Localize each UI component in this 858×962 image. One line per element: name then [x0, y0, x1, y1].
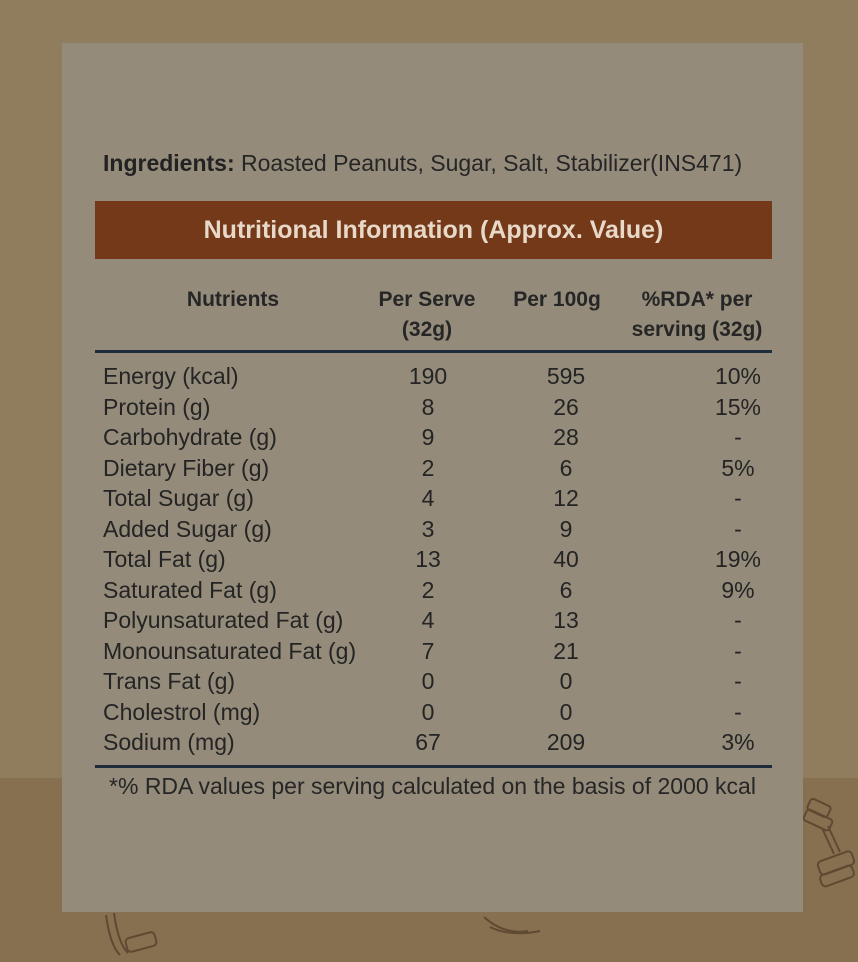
header-nutrients [163, 285, 303, 315]
nutrient-name: Sodium (mg) [103, 729, 235, 755]
rda-value: - [734, 607, 742, 633]
nutrient-name: Trans Fat (g) [103, 668, 236, 694]
rda-value: 10% [714, 363, 762, 389]
per-serve-value: 4 [421, 607, 435, 633]
nutrient-name: Total Fat (g) [103, 546, 226, 572]
ingredients-text: Roasted Peanuts, Sugar, Salt, Stabilizer(INS471) [234, 150, 743, 176]
per-serve-value: 4 [421, 485, 435, 511]
header-per-serve-line2: (32g) [401, 318, 453, 341]
per-serve-value: 2 [421, 576, 435, 603]
table-row [103, 697, 773, 728]
rda-value: - [734, 424, 742, 450]
per-serve-value: 0 [421, 668, 435, 694]
table-row [103, 422, 773, 453]
table-row [103, 453, 773, 484]
ingredients-line [103, 150, 783, 177]
table-row [103, 361, 773, 392]
per-100g-value: 0 [559, 698, 573, 725]
nutrient-name: Carbohydrate (g) [103, 424, 277, 450]
header-rda-line2: serving (32g) [631, 318, 763, 341]
header-nutrients-label: Nutrients [186, 288, 280, 311]
rda-footnote: *% RDA values per serving calculated on the basis of 2000 kcal [109, 773, 756, 799]
per-100g-value: 40 [553, 546, 579, 572]
per-serve-value: 2 [421, 454, 435, 481]
table-row [103, 544, 773, 575]
per-100g-value: 6 [559, 576, 573, 603]
per-100g-value: 0 [559, 668, 573, 694]
table-row [103, 727, 773, 758]
per-100g-value: 26 [553, 393, 579, 420]
table-row [103, 514, 773, 545]
per-100g-value: 12 [553, 485, 579, 511]
per-100g-value: 209 [546, 729, 586, 755]
per-100g-value: 6 [559, 454, 573, 481]
rda-value: - [734, 485, 742, 511]
table-row [103, 636, 773, 667]
rda-value: - [734, 515, 742, 542]
nutrient-name: Energy (kcal) [103, 363, 239, 389]
per-100g-value: 13 [553, 607, 579, 633]
header-per-100g [502, 285, 612, 315]
header-rda [622, 285, 772, 345]
table-row [103, 483, 773, 514]
per-serve-value: 9 [421, 424, 435, 450]
nutrient-name: Cholestrol (mg) [103, 698, 261, 725]
table-row [103, 392, 773, 423]
header-per-serve-line1: Per Serve [378, 288, 476, 311]
rda-value: 3% [721, 729, 755, 755]
nutrition-banner [95, 201, 772, 259]
per-100g-value: 595 [546, 363, 586, 389]
nutrition-card [62, 43, 803, 912]
banner-title: Nutritional Information (Approx. Value) [203, 215, 664, 244]
ingredients-label: Ingredients: [103, 150, 235, 176]
rda-value: - [734, 698, 742, 725]
rda-value: 5% [721, 454, 755, 481]
per-100g-value: 28 [553, 424, 579, 450]
rda-value: 15% [714, 393, 762, 420]
header-rda-line1: %RDA* per [641, 288, 753, 311]
nutrient-name: Monounsaturated Fat (g) [103, 637, 357, 664]
header-per-100g-label: Per 100g [513, 288, 601, 311]
table-top-rule [95, 350, 772, 353]
table-bottom-rule [95, 765, 772, 768]
rda-value: 19% [714, 546, 762, 572]
per-serve-value: 7 [421, 637, 435, 664]
per-serve-value: 0 [421, 698, 435, 725]
per-serve-value: 190 [408, 363, 448, 389]
nutrient-name: Polyunsaturated Fat (g) [103, 607, 344, 633]
per-100g-value: 9 [559, 515, 573, 542]
dumbbell-icon [100, 905, 170, 962]
nutrient-name: Added Sugar (g) [103, 515, 272, 542]
nutrient-name: Saturated Fat (g) [103, 576, 277, 603]
nutrient-rows [103, 361, 773, 758]
per-serve-value: 8 [421, 393, 435, 420]
header-per-serve [367, 285, 487, 345]
dumbbell-icon [800, 798, 858, 890]
per-100g-value: 21 [553, 637, 579, 664]
rda-value: - [734, 668, 742, 694]
nutrient-name: Total Sugar (g) [103, 485, 254, 511]
table-row [103, 605, 773, 636]
per-serve-value: 3 [421, 515, 435, 542]
table-row [103, 575, 773, 606]
rda-value: 9% [721, 576, 755, 603]
per-serve-value: 13 [415, 546, 441, 572]
nutrient-name: Dietary Fiber (g) [103, 454, 270, 481]
rda-value: - [734, 637, 742, 664]
per-serve-value: 67 [415, 729, 441, 755]
table-row [103, 666, 773, 697]
nutrient-name: Protein (g) [103, 393, 211, 420]
